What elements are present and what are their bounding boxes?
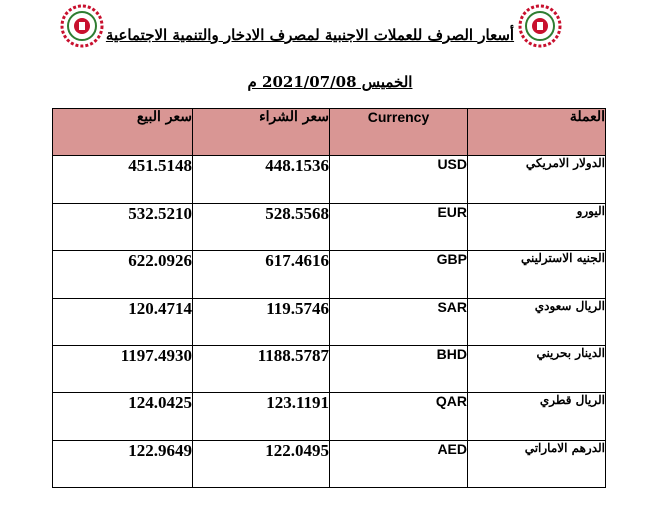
sell-rate: 1197.4930 — [53, 345, 193, 392]
table-row — [53, 156, 606, 203]
buy-rate: 528.5568 — [193, 203, 330, 250]
date-heading: الخميس 2021/07/08 م — [247, 73, 413, 91]
table-row — [53, 440, 606, 487]
currency-code: SAR — [330, 298, 468, 345]
sell-rate: 122.9649 — [53, 440, 193, 487]
buy-rate: 122.0495 — [193, 440, 330, 487]
table-header-row — [53, 109, 606, 156]
sell-rate: 622.0926 — [53, 251, 193, 298]
currency-name: الريال قطري — [468, 393, 606, 440]
currency-name: الدولار الامريكي — [468, 156, 606, 203]
currency-code: USD — [330, 156, 468, 203]
currency-code: GBP — [330, 251, 468, 298]
sell-rate: 124.0425 — [53, 393, 193, 440]
table-row — [53, 298, 606, 345]
header-currency-code: Currency — [330, 109, 468, 156]
buy-rate: 119.5746 — [193, 298, 330, 345]
exchange-rates-table — [52, 108, 606, 488]
header-sell-rate: سعر البيع — [53, 109, 193, 156]
currency-name: الريال سعودي — [468, 298, 606, 345]
buy-rate: 448.1536 — [193, 156, 330, 203]
currency-name: الدرهم الاماراتي — [468, 440, 606, 487]
currency-name: الجنيه الاسترليني — [468, 251, 606, 298]
header-currency-name: العملة — [468, 109, 606, 156]
table-row — [53, 393, 606, 440]
table-row — [53, 345, 606, 392]
sell-rate: 120.4714 — [53, 298, 193, 345]
buy-rate: 123.1191 — [193, 393, 330, 440]
header-buy-rate: سعر الشراء — [193, 109, 330, 156]
table-row — [53, 203, 606, 250]
sell-rate: 532.5210 — [53, 203, 193, 250]
buy-rate: 617.4616 — [193, 251, 330, 298]
page-title: أسعار الصرف للعملات الاجنبية لمصرف الادخار والتنمية الاجتماعية — [105, 26, 515, 44]
currency-code: AED — [330, 440, 468, 487]
currency-name: الدينار بحريني — [468, 345, 606, 392]
bank-logo-icon — [518, 4, 562, 48]
table-row — [53, 251, 606, 298]
sell-rate: 451.5148 — [53, 156, 193, 203]
buy-rate: 1188.5787 — [193, 345, 330, 392]
currency-code: BHD — [330, 345, 468, 392]
currency-code: EUR — [330, 203, 468, 250]
bank-logo-icon — [60, 4, 104, 48]
currency-code: QAR — [330, 393, 468, 440]
currency-name: اليورو — [468, 203, 606, 250]
